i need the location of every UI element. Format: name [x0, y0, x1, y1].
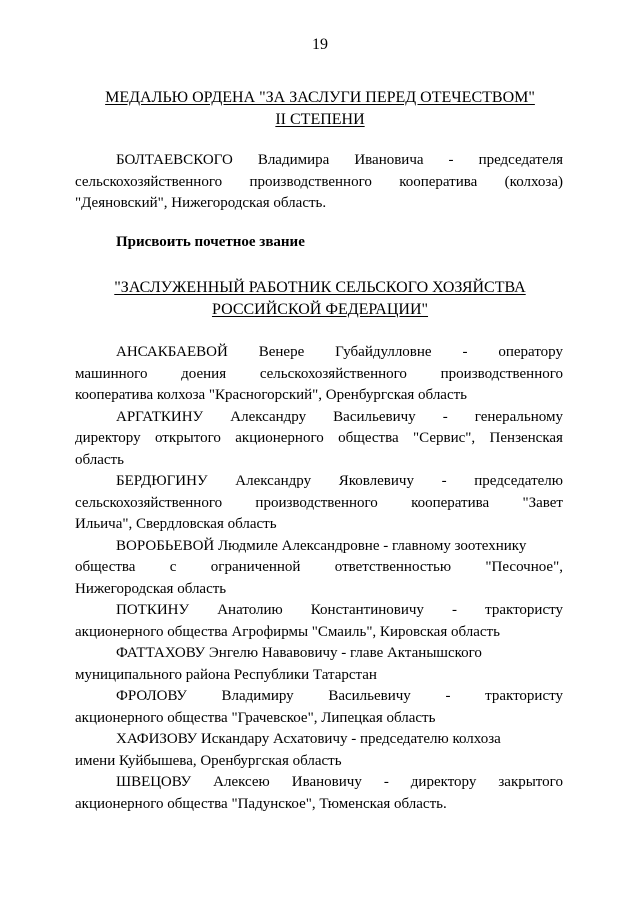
word: директору — [410, 774, 477, 790]
word: оператору — [498, 344, 563, 360]
word: трактористу — [485, 602, 563, 618]
text-line — [75, 729, 563, 751]
text-line — [75, 385, 563, 407]
word: Владимира — [257, 152, 330, 168]
word: директору — [75, 430, 141, 446]
honorary-title-heading — [70, 277, 570, 321]
word: председателю — [474, 473, 563, 489]
page-number: 19 — [312, 36, 328, 53]
word: производственного — [440, 365, 563, 382]
text-line — [75, 772, 563, 794]
text-line — [75, 407, 563, 429]
recipient-entry — [75, 342, 563, 407]
word: трактористу — [485, 688, 563, 704]
recipient-entry — [75, 600, 563, 643]
word: общества — [338, 430, 399, 446]
word: Константиновичу — [310, 602, 424, 618]
word: кооператива — [399, 173, 478, 190]
word: "Сервис", — [413, 430, 476, 446]
word: Венере — [258, 344, 305, 360]
word: закрытого — [498, 774, 563, 790]
text-line — [75, 686, 563, 708]
word: ответственностью — [334, 559, 452, 575]
word: Нижегородская область — [75, 580, 227, 597]
text-line — [75, 643, 563, 665]
word: БЕРДЮГИНУ — [116, 473, 208, 489]
recipient-entry — [75, 407, 563, 472]
word: Анатолию — [217, 602, 283, 618]
word: ХАФИЗОВУ Искандару Асхатовичу - председателю колхоза — [116, 731, 501, 747]
text-line — [75, 622, 563, 644]
recipient-entry — [75, 686, 563, 729]
word: имени Куйбышева, Оренбургская область — [75, 752, 342, 769]
word: БОЛТАЕВСКОГО — [116, 152, 233, 168]
text-line — [75, 579, 563, 601]
word: Алексею — [213, 774, 270, 790]
word: - — [452, 602, 458, 618]
word: производственного — [249, 173, 372, 190]
word: ШВЕЦОВУ — [116, 774, 192, 790]
recipient-entry — [75, 150, 563, 215]
award-intro: Присвоить почетное звание — [116, 234, 305, 250]
word: акционерного общества "Грачевское", Липецкая область — [75, 709, 436, 726]
word: Александру — [230, 408, 307, 425]
text-line — [75, 557, 563, 579]
word: ограниченной — [210, 559, 301, 575]
word: сельскохозяйственного — [75, 173, 223, 190]
text-line — [75, 428, 563, 450]
word: Васильевичу — [333, 408, 416, 425]
recipient-entry — [75, 471, 563, 536]
word: "Завет — [522, 494, 563, 511]
word: - — [442, 408, 448, 425]
text-line — [75, 708, 563, 730]
word: область — [75, 451, 124, 468]
recipient-entry — [75, 729, 563, 772]
text-line — [75, 172, 563, 194]
word: сельскохозяйственного — [75, 494, 223, 511]
word: акционерного общества Агрофирмы "Смаиль", Кировская область — [75, 623, 500, 640]
text-line — [75, 342, 563, 364]
text-line — [75, 794, 563, 816]
word: производственного — [255, 494, 378, 511]
word: акционерного — [235, 430, 324, 446]
text-line — [75, 600, 563, 622]
word: Ильича", Свердловская область — [75, 516, 277, 532]
honorary-title-line-1: "ЗАСЛУЖЕННЫЙ РАБОТНИК СЕЛЬСКОГО ХОЗЯЙСТВА — [114, 279, 526, 296]
text-line — [75, 665, 563, 687]
word: АРГАТКИНУ — [116, 408, 204, 425]
text-line — [75, 193, 563, 215]
word: - — [383, 774, 389, 790]
word: общества — [75, 559, 136, 575]
word: с — [169, 559, 177, 575]
word: кооператива — [411, 494, 490, 511]
word: кооператива колхоза "Красногорский", Оренбургская область — [75, 387, 468, 403]
word: Пензенская — [489, 430, 563, 446]
word: муниципального района Республики Татарстан — [75, 666, 377, 683]
word: машинного — [75, 365, 148, 382]
word: Ивановича — [354, 152, 424, 168]
word: Яковлевичу — [338, 473, 414, 489]
word: - — [441, 473, 447, 489]
word: сельскохозяйственного — [259, 365, 407, 382]
word: акционерного общества "Падунское", Тюменская область. — [75, 795, 447, 812]
word: ПОТКИНУ — [116, 602, 190, 618]
word: - — [462, 344, 468, 360]
text-line — [75, 471, 563, 493]
word: Губайдулловне — [335, 344, 432, 360]
medal-recipient-entry — [75, 150, 563, 215]
medal-section-title — [70, 87, 570, 131]
recipient-entry — [75, 536, 563, 601]
text-line — [75, 493, 563, 515]
word: "Песочное", — [485, 559, 563, 575]
medal-title-line-2: II СТЕПЕНИ — [275, 111, 365, 128]
word: Александру — [235, 473, 312, 489]
word: Ивановичу — [291, 774, 362, 790]
word: ВОРОБЬЕВОЙ Людмиле Александровне - главному зоотехнику — [116, 537, 527, 554]
text-line — [75, 751, 563, 773]
word: Владимиру — [221, 688, 294, 704]
word: АНСАКБАЕВОЙ — [116, 344, 228, 360]
word: ФАТТАХОВУ Энгелю Нававовичу - главе Актанышского — [116, 645, 482, 661]
word: (колхоза) — [504, 173, 563, 190]
word: председателя — [478, 152, 563, 168]
word: - — [445, 688, 451, 704]
medal-title-line-1: МЕДАЛЬЮ ОРДЕНА "ЗА ЗАСЛУГИ ПЕРЕД ОТЕЧЕСТВОМ" — [105, 89, 535, 106]
word: "Деяновский", Нижегородская область. — [75, 195, 327, 211]
honorary-recipients-list — [75, 342, 563, 815]
text-line — [75, 364, 563, 386]
recipient-entry — [75, 643, 563, 686]
word: Васильевичу — [328, 688, 411, 704]
word: открытого — [154, 430, 221, 446]
word: - — [448, 152, 454, 168]
word: генеральному — [474, 408, 563, 425]
recipient-entry — [75, 772, 563, 815]
text-line — [75, 150, 563, 172]
text-line — [75, 450, 563, 472]
word: доения — [181, 365, 227, 382]
honorary-title-line-2: РОССИЙСКОЙ ФЕДЕРАЦИИ" — [211, 301, 429, 318]
text-line — [75, 536, 563, 558]
word: ФРОЛОВУ — [116, 688, 187, 704]
text-line — [75, 514, 563, 536]
